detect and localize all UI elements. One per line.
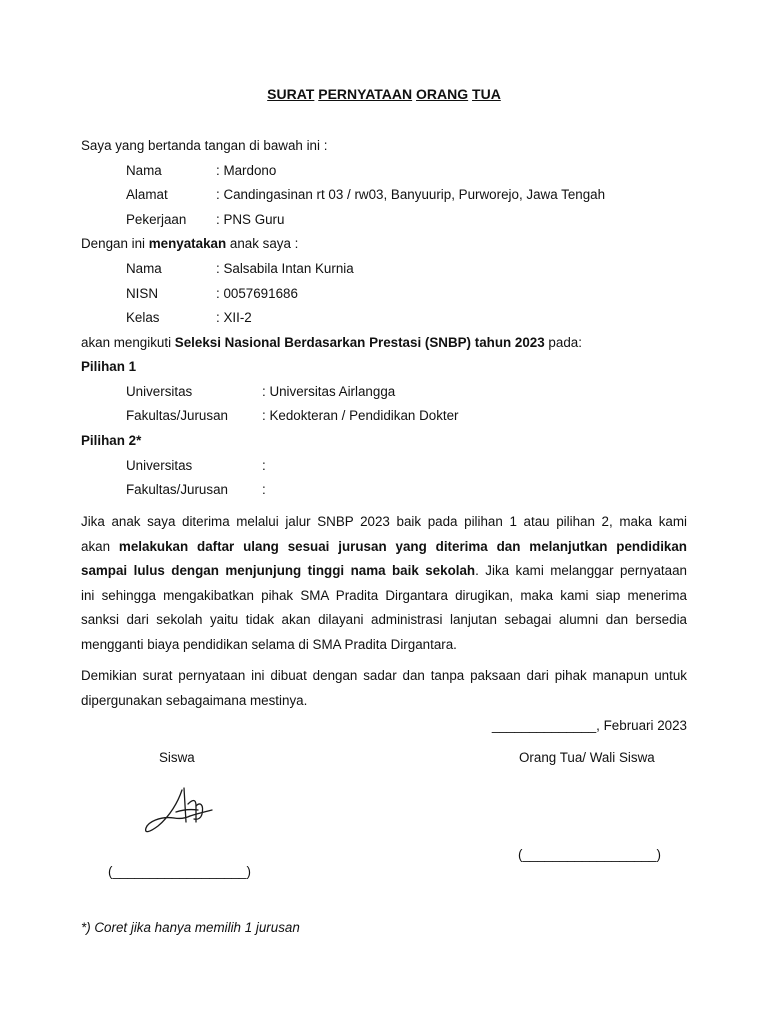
paragraph-line: mengganti biaya pendidikan selama di SMA Pradita Dirgantara.: [81, 636, 457, 652]
choice1-title: Pilihan 1: [81, 359, 137, 374]
title-word-1: SURAT: [267, 86, 315, 102]
choice1-faculty-value: : Kedokteran / Pendidikan Dokter: [262, 408, 459, 423]
letter-title: [0, 86, 768, 102]
child-nisn-label: NISN: [126, 286, 158, 301]
child-class-value: : XII-2: [216, 310, 252, 325]
parent-address-label: Alamat: [126, 187, 168, 202]
parent-label: Orang Tua/ Wali Siswa: [519, 750, 655, 765]
title-word-4: TUA: [472, 86, 501, 102]
student-label: Siswa: [159, 750, 195, 765]
paragraph-line: dipergunakan sebagaimana mestinya.: [81, 692, 308, 708]
choice2-faculty-value: :: [262, 482, 266, 497]
paragraph-line: ini sehingga mengakibatkan pihak SMA Pradita Dirgantara dirugikan, maka kami siap menerima: [81, 587, 687, 603]
follow-text: akan mengikuti Seleksi Nasional Berdasarkan Prestasi (SNBP) tahun 2023 pada:: [81, 335, 582, 350]
choice2-title: Pilihan 2*: [81, 433, 142, 448]
student-sign-line: (__________________): [108, 864, 251, 879]
paragraph-line: akan melakukan daftar ulang sesuai jurusan yang diterima dan melanjutkan pendidikan: [81, 538, 687, 554]
parent-sign-line: (__________________): [518, 847, 661, 862]
parent-job-label: Pekerjaan: [126, 212, 187, 227]
declare-text: Dengan ini menyatakan anak saya :: [81, 236, 299, 251]
paragraph-line: Jika anak saya diterima melalui jalur SNBP 2023 baik pada pilihan 1 atau pilihan 2, maka kami: [81, 514, 687, 529]
paragraph-line: sampai lulus dengan menjunjung tinggi nama baik sekolah. Jika kami melanggar pernyataan: [81, 563, 687, 579]
student-signature-icon: [130, 782, 230, 840]
footnote: *) Coret jika hanya memilih 1 jurusan: [81, 920, 300, 935]
parent-name-label: Nama: [126, 163, 162, 178]
date-line: ______________, Februari 2023: [491, 718, 687, 733]
commitment-paragraph: [81, 510, 687, 658]
child-class-label: Kelas: [126, 310, 160, 325]
choice1-univ-value: : Universitas Airlangga: [262, 384, 396, 399]
closing-paragraph: [81, 664, 687, 713]
parent-job-value: : PNS Guru: [216, 212, 285, 227]
choice2-univ-label: Universitas: [126, 458, 193, 473]
choice2-faculty-label: Fakultas/Jurusan: [126, 482, 228, 497]
child-name-value: : Salsabila Intan Kurnia: [216, 261, 354, 276]
child-name-label: Nama: [126, 261, 162, 276]
choice1-faculty-label: Fakultas/Jurusan: [126, 408, 228, 423]
intro-text: Saya yang bertanda tangan di bawah ini :: [81, 138, 328, 153]
child-nisn-value: : 0057691686: [216, 286, 298, 301]
choice2-univ-value: :: [262, 458, 266, 473]
title-word-3: ORANG: [416, 86, 469, 102]
paragraph-line: sanksi dari sekolah yaitu tidak akan dilayani administrasi lanjutan sebagai alumni dan bersedia: [81, 612, 687, 628]
title-word-2: PERNYATAAN: [318, 86, 413, 102]
parent-address-value: : Candingasinan rt 03 / rw03, Banyuurip, Purworejo, Jawa Tengah: [216, 187, 606, 202]
parent-name-value: : Mardono: [216, 163, 277, 178]
paragraph-line: Demikian surat pernyataan ini dibuat dengan sadar dan tanpa paksaan dari pihak manapun untuk: [81, 668, 687, 683]
choice1-univ-label: Universitas: [126, 384, 193, 399]
